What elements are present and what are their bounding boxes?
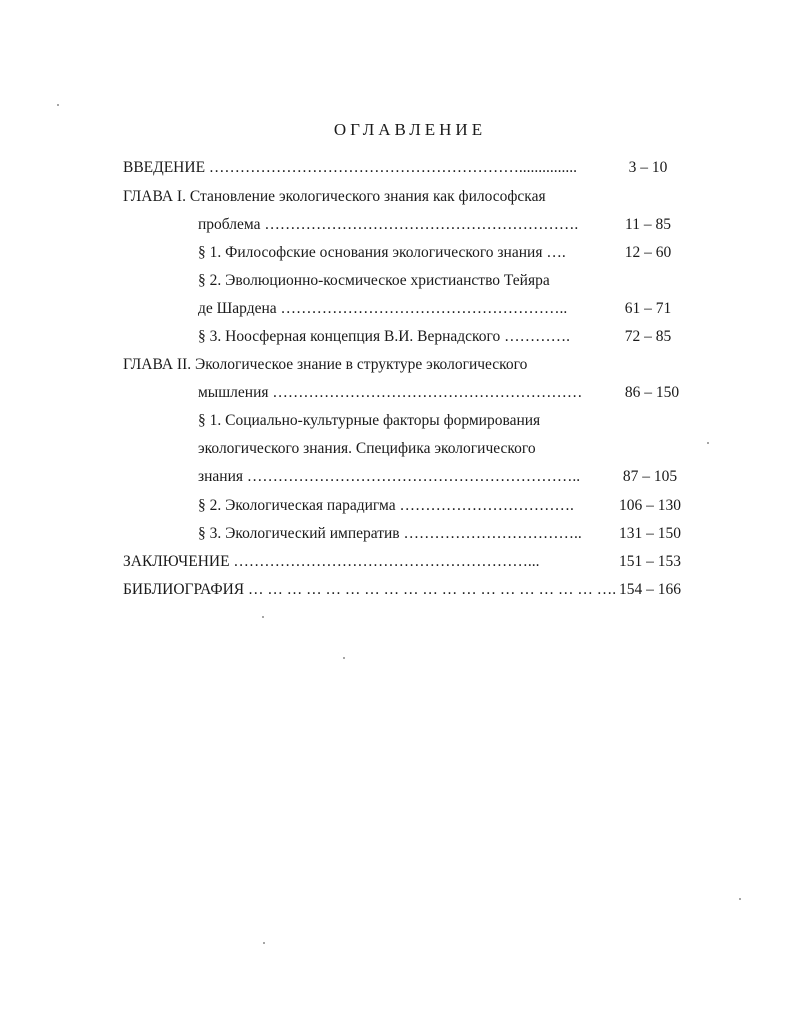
toc-entry-chapter-2-line-2: мышления …………………………………………………… xyxy=(198,384,583,401)
toc-entry-ch2-section-1-line-1: § 1. Социально-культурные факторы формирования xyxy=(198,412,541,429)
toc-entry-chapter-1-line-2: проблема ……………………………………………………. xyxy=(198,216,579,233)
toc-pages-conclusion: 151 – 153 xyxy=(619,553,681,570)
toc-entry-ch1-section-2-line-2: де Шардена ……………………………………………….. xyxy=(198,300,568,317)
toc-entry-ch2-section-3: § 3. Экологический императив …………………………….. xyxy=(198,525,582,542)
toc-entry-ch2-section-1-line-2: экологического знания. Специфика экологического xyxy=(198,440,536,457)
scan-speck xyxy=(739,898,741,900)
toc-entry-ch1-section-2-line-1: § 2. Эволюционно-космическое христианство Тейяра xyxy=(198,272,550,289)
toc-pages-ch2-section-1: 87 – 105 xyxy=(622,468,678,485)
scan-speck xyxy=(707,442,709,444)
scan-speck xyxy=(262,616,264,618)
toc-entry-ch1-section-1: § 1. Философские основания экологического знания …. xyxy=(198,244,566,261)
toc-entry-conclusion: ЗАКЛЮЧЕНИЕ …………………………………………………... xyxy=(123,553,540,570)
toc-entry-introduction: ВВЕДЕНИЕ ……………………………………………………............... xyxy=(123,159,578,176)
toc-pages-ch2-section-3: 131 – 150 xyxy=(619,525,681,542)
toc-pages-ch1-section-2: 61 – 71 xyxy=(624,300,672,317)
toc-entry-ch1-section-3: § 3. Ноосферная концепция В.И. Вернадского …………. xyxy=(198,328,571,345)
toc-pages-bibliography: 154 – 166 xyxy=(619,581,681,598)
toc-pages-ch1-section-3: 72 – 85 xyxy=(624,328,672,345)
toc-entry-chapter-1-line-1: ГЛАВА I. Становление экологического знания как философская xyxy=(123,188,546,205)
toc-entry-bibliography: БИБЛИОГРАФИЯ … … … … … … … … … … … … … … … … … … …. xyxy=(123,581,617,598)
toc-pages-chapter-2: 86 – 150 xyxy=(624,384,680,401)
toc-entry-ch2-section-2: § 2. Экологическая парадигма ……………………………. xyxy=(198,497,574,514)
scan-speck xyxy=(263,942,265,944)
toc-pages-ch2-section-2: 106 – 130 xyxy=(619,497,681,514)
toc-pages-ch1-section-1: 12 – 60 xyxy=(624,244,672,261)
scan-speck xyxy=(57,104,59,106)
toc-pages-chapter-1: 11 – 85 xyxy=(625,216,671,233)
toc-pages-introduction: 3 – 10 xyxy=(628,159,668,176)
scan-speck xyxy=(343,657,345,659)
contents-title: ОГЛАВЛЕНИЕ xyxy=(333,120,487,139)
toc-entry-chapter-2-line-1: ГЛАВА II. Экологическое знание в структуре экологического xyxy=(123,356,528,373)
toc-entry-ch2-section-1-line-3: знания ……………………………………………………….. xyxy=(198,468,581,485)
